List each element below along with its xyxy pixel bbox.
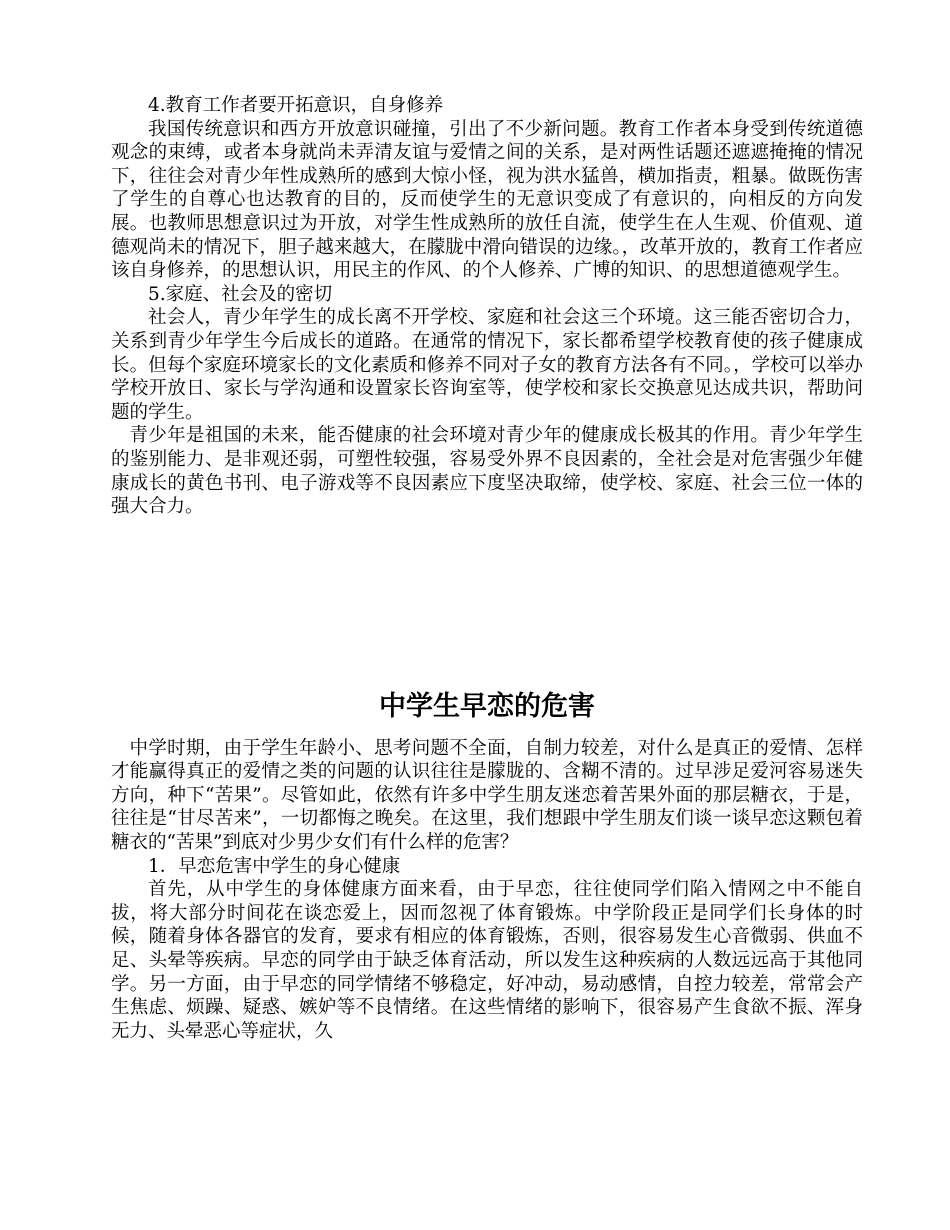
page-break-spacer: [111, 519, 863, 689]
closing-paragraph: 青少年是祖国的未来，能否健康的社会环境对青少年的健康成长极其的作用。青少年学生的鉴别能力、是非观还弱，可塑性较强，容易受外界不良因素的，全社会是对危害强少年健康成长的黄色书刊、电子游戏等不良因素应下度坚决取缔，使学校、家庭、社会三位一体的强大合力。: [111, 425, 863, 518]
intro-paragraph: 中学时期，由于学生年龄小、思考问题不全面，自制力较差，对什么是真正的爱情、怎样才能赢得真正的爱情之类的问题的认识往往是朦胧的、含糊不清的。过早涉足爱河容易迷失方向，种下“苦果”。尽管如此，依然有许多中学生朋友迷恋着苦果外面的那层糖衣，于是，往往是“甘尽苦来”，一切都悔之晚矣。在这里，我们想跟中学生朋友们谈一谈早恋这颗包着糖衣的“苦果”到底对少男少女们有什么样的危害？: [111, 737, 863, 854]
section-heading-4: 4.教育工作者要开拓意识，自身修养: [148, 95, 444, 116]
paragraph-section-5: 社会人，青少年学生的成长离不开学校、家庭和社会这三个环境。这三能否密切合力，关系到青少年学生今后成长的道路。在通常的情况下，家长都希望学校教育使的孩子健康成长。但每个家庭环境家长的文化素质和修养不同对子女的教育方法各有不同。，学校可以举办学校开放日、家长与学沟通和设置家长咨询室等，使学校和家长交换意见达成共识，帮助问题的学生。: [111, 307, 863, 423]
paragraph-section-4: 我国传统意识和西方开放意识碰撞，引出了不少新问题。教育工作者本身受到传统道德观念的束缚，或者本身就尚未弄清友谊与爱情之间的关系，是对两性话题还遮遮掩掩的情况下，往往会对青少年性成熟所的感到大惊小怪，视为洪水猛兽，横加指责，粗暴。做既伤害了学生的自尊心也达教育的目的，反而使学生的无意识变成了有意识的，向相反的方向发展。也教师思想意识过为开放，对学生性成熟所的放任自流，使学生在人生观、价值观、道德观尚未的情况下，胆子越来越大，在朦胧中滑向错误的边缘。，改革开放的，教育工作者应该自身修养，的思想认识，用民主的作风、的个人修养、广博的知识、的思想道德观学生。: [111, 118, 863, 282]
section-heading-5: 5.家庭、社会及的密切: [148, 283, 333, 305]
paragraph-subsection-1: 首先，从中学生的身体健康方面来看，由于早恋，往往使同学们陷入情网之中不能自拔，将大部分时间花在谈恋爱上，因而忽视了体育锻炼。中学阶段正是同学们长身体的时候，随着身体各器官的发育，要求有相应的体育锻炼，否则，很容易发生心音微弱、供血不足、头晕等疾病。早恋的同学由于缺乏体育活动，所以发生这种疾病的人数远远高于其他同学。另一方面，由于早恋的同学情绪不够稳定，好冲动，易动感情，自控力较差，常常会产生焦虑、烦躁、疑惑、嫉妒等不良情绪。在这些情绪的影响下，很容易产生食欲不振、浑身无力、头晕恶心等症状，久: [111, 879, 863, 1042]
subsection-heading-1: 1．早恋危害中学生的身心健康: [148, 855, 401, 877]
article-title: 中学生早恋的危害: [379, 690, 595, 722]
document-page: [111, 94, 863, 1043]
